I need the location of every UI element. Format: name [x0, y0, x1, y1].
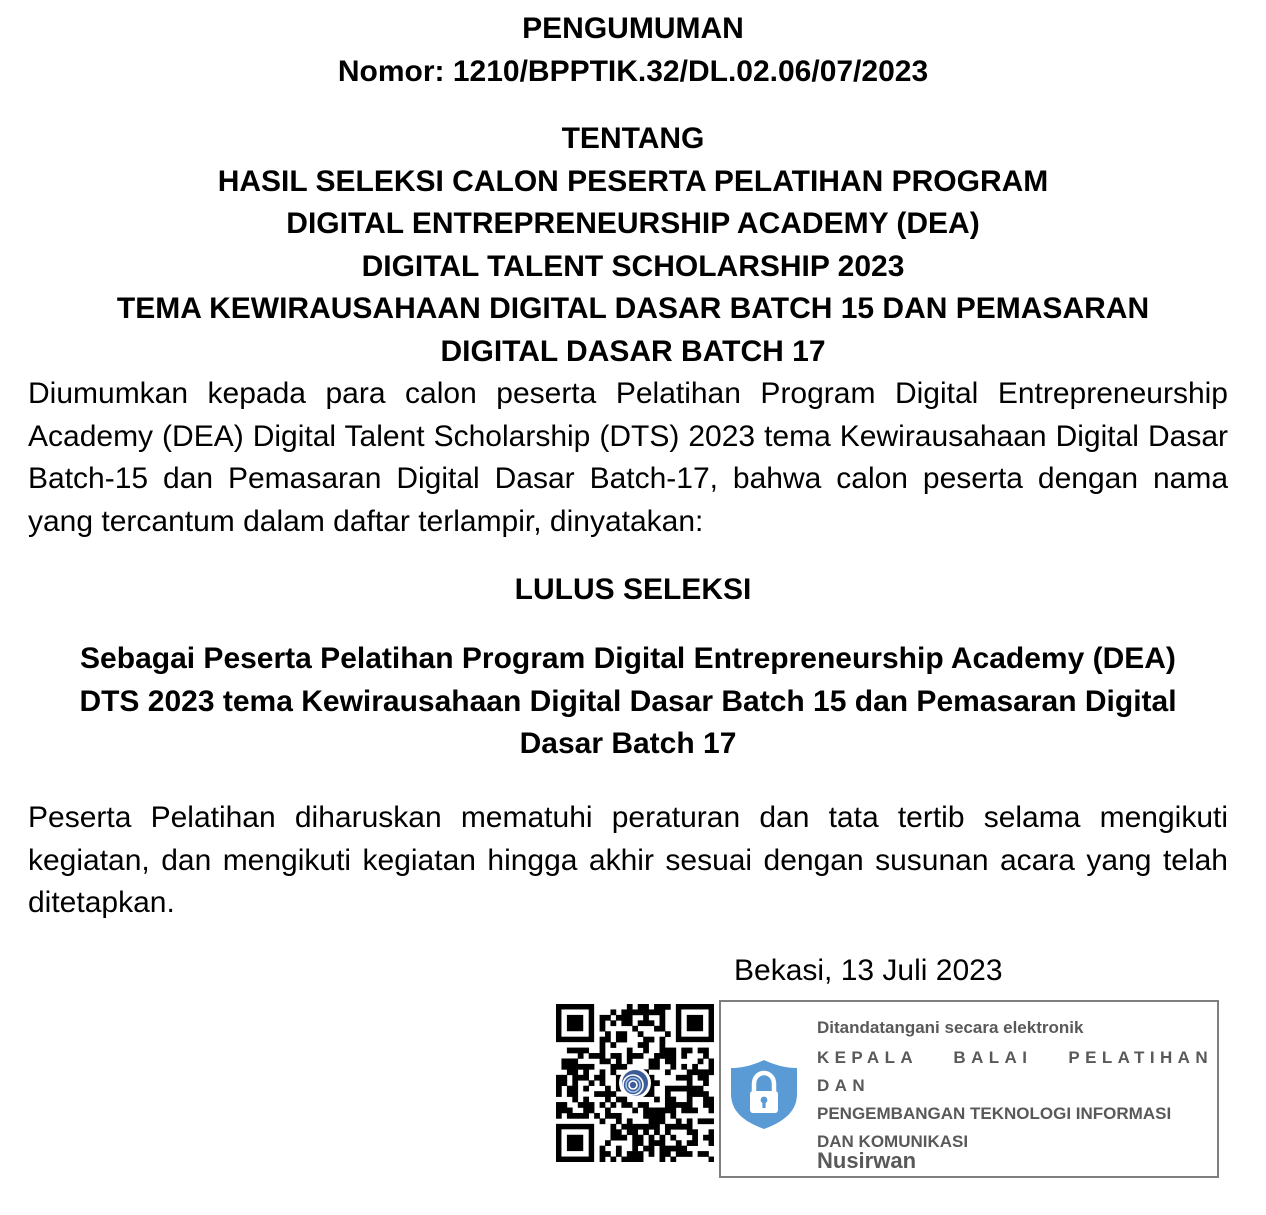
- subject-line: TEMA KEWIRAUSAHAAN DIGITAL DASAR BATCH 15 DAN PEMASARAN: [116, 292, 1150, 325]
- intro-line: Academy (DEA) Digital Talent Scholarship (DTS) 2023 tema Kewirausahaan Digital: [28, 419, 1148, 453]
- document-header: [0, 8, 1266, 93]
- rules-paragraph: [28, 797, 1228, 925]
- participant-line: Dasar Batch 17: [519, 727, 737, 760]
- signer-position-line: PENGEMBANGAN TEKNOLOGI INFORMASI: [817, 1104, 1172, 1123]
- subject-line: DIGITAL DASAR BATCH 17: [440, 334, 826, 368]
- subject-line: HASIL SELEKSI CALON PESERTA PELATIHAN PROGRAM: [217, 164, 1049, 198]
- rules-line: telah ditetapkan.: [28, 843, 1228, 919]
- signer-position-line: DAN KOMUNIKASI: [817, 1132, 969, 1151]
- signature-caption: Ditandatangani secara elektronik: [817, 1018, 1084, 1037]
- participant-line: DTS 2023 tema Kewirausahaan Digital Dasar Batch 15 dan Pemasaran Digital: [79, 684, 1177, 718]
- qr-code-icon[interactable]: [556, 1004, 714, 1162]
- intro-line: Diumumkan kepada para calon peserta Pelatihan Program Digital Entrepreneurship: [28, 377, 1228, 410]
- document-subject: [0, 118, 1266, 373]
- signature-date-place: Bekasi, 13 Juli 2023: [734, 954, 1003, 987]
- signer-position: [817, 1044, 1213, 1156]
- lock-shield-icon: [729, 1058, 799, 1130]
- signer-position-line: KEPALA BALAI PELATIHAN DAN: [817, 1048, 1213, 1095]
- signer-name: Nusirwan: [817, 1148, 917, 1173]
- selection-status: LULUS SELEKSI: [514, 573, 752, 606]
- participant-line: Sebagai Peserta Pelatihan Program Digital Entrepreneurship Academy (DEA): [80, 642, 1176, 675]
- header-number: Nomor: 1210/BPPTIK.32/DL.02.06/07/2023: [337, 54, 929, 88]
- subject-line: DIGITAL ENTREPRENEURSHIP ACADEMY (DEA): [286, 207, 980, 240]
- electronic-signature-box: [719, 1000, 1219, 1178]
- subject-line: TENTANG: [561, 122, 705, 155]
- rules-line: kegiatan, dan mengikuti kegiatan hingga akhir sesuai dengan susunan acara yang: [28, 843, 1163, 877]
- subject-line: DIGITAL TALENT SCHOLARSHIP 2023: [361, 249, 905, 283]
- signature-text-block: [817, 1016, 1213, 1156]
- header-title: PENGUMUMAN: [522, 12, 744, 45]
- rules-line: Peserta Pelatihan diharuskan mematuhi peraturan dan tata tertib selama mengikuti: [28, 801, 1228, 834]
- intro-line: nama yang tercantum dalam daftar terlampir, dinyatakan:: [28, 462, 1228, 538]
- intro-paragraph: [28, 373, 1228, 543]
- participant-statement: [28, 638, 1228, 766]
- intro-line: Dasar Batch-15 dan Pemasaran Digital Dasar Batch-17, bahwa calon peserta dengan: [28, 419, 1228, 495]
